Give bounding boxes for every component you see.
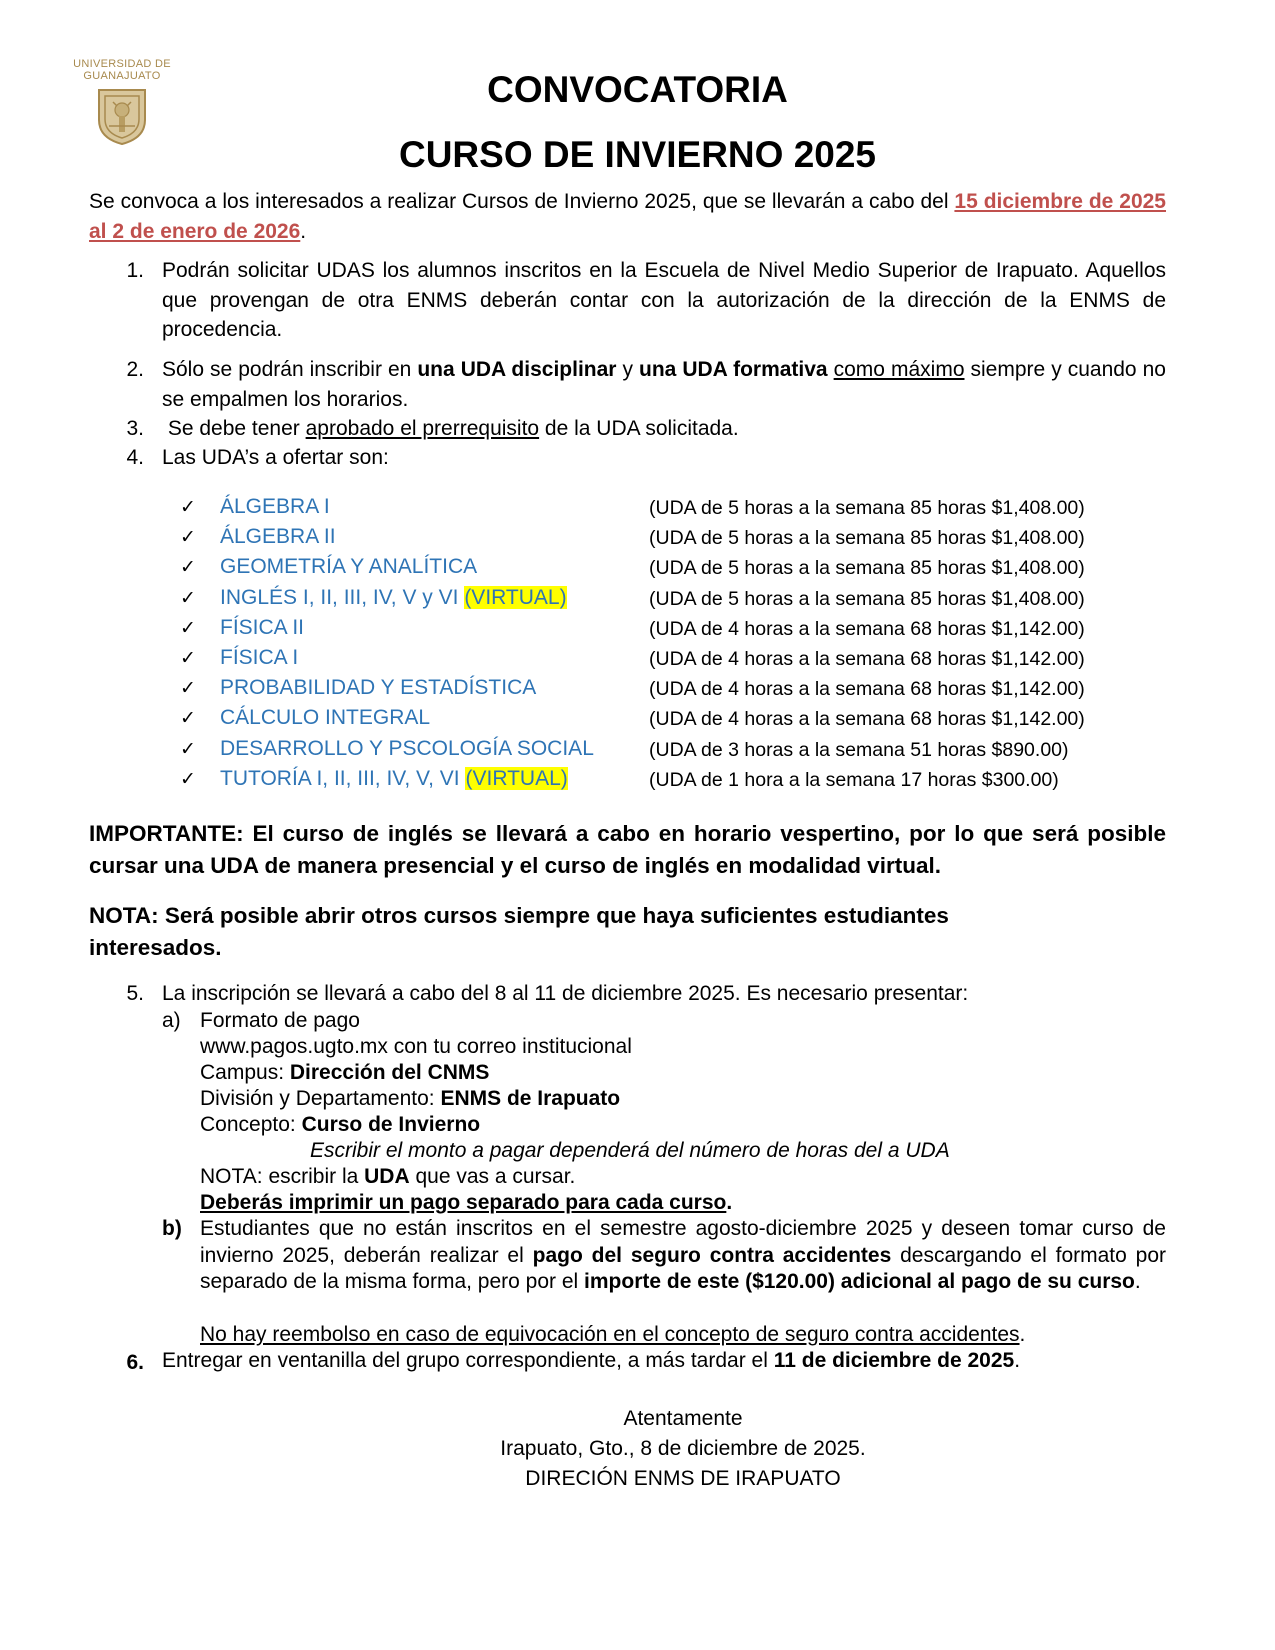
seguro-part: . — [1134, 1270, 1141, 1293]
uda-description: (UDA de 4 horas a la semana 68 horas $1,142.00) — [649, 647, 1085, 670]
uda-name — [220, 703, 430, 733]
uda-name — [220, 643, 298, 673]
uda-description: (UDA de 4 horas a la semana 68 horas $1,142.00) — [649, 708, 1085, 731]
nota-uda-bold: UDA — [364, 1165, 410, 1188]
uda-formativa: una UDA formativa — [639, 358, 828, 381]
university-name-line2: GUANAJUATO — [83, 70, 161, 82]
item-6-deadline: 11 de diciembre de 2025 — [773, 1349, 1015, 1372]
item-number-4: 4. — [126, 446, 144, 469]
imprimir-end: . — [726, 1191, 733, 1214]
list-item — [180, 703, 1140, 733]
seguro-part: Estudiantes que no están inscritos en el semestre agosto-diciembre 2025 y deseen tomar curso de invierno 2025, deberán realizar el — [200, 1217, 1166, 1267]
uda-description: (UDA de 4 horas a la semana 68 horas $1,142.00) — [649, 678, 1085, 701]
uda-name-text: INGLÉS I, II, III, IV, V y VI — [220, 585, 465, 609]
prerrequisito: aprobado el prerrequisito — [305, 417, 540, 440]
seguro-part: descargando el formato por separado de la misma forma, pero por el — [200, 1243, 1166, 1293]
check-icon: ✓ — [180, 526, 196, 549]
uda-description: (UDA de 4 horas a la semana 68 horas $1,142.00) — [649, 617, 1085, 640]
item-number-3: 3. — [126, 417, 144, 440]
virtual-tag: (VIRTUAL) — [464, 585, 567, 609]
check-icon: ✓ — [180, 767, 196, 790]
uda-description: (UDA de 3 horas a la semana 51 horas $890.00) — [649, 738, 1069, 761]
item-3-part: Se debe tener — [162, 417, 306, 440]
check-icon: ✓ — [180, 616, 196, 639]
uda-name — [220, 552, 477, 582]
item-3-part: de la UDA solicitada. — [539, 417, 739, 440]
list-item — [180, 673, 1140, 703]
como-maximo: como máximo — [833, 358, 965, 381]
uda-description: (UDA de 5 horas a la semana 85 horas $1,408.00) — [649, 497, 1085, 519]
item-6-part: Entregar en ventanilla del grupo correspondiente, a más tardar el — [162, 1349, 774, 1372]
campus-value: Dirección del CNMS — [289, 1061, 490, 1084]
closing-salutation: Atentamente — [623, 1407, 743, 1430]
uda-description: (UDA de 1 hora a la semana 17 horas $300.00) — [649, 768, 1059, 791]
uda-description: (UDA de 5 horas a la semana 85 horas $1,408.00) — [649, 587, 1085, 610]
item-3-text — [162, 414, 1166, 444]
intro-text: Se convoca a los interesados a realizar Cursos de Invierno 2025, que se llevarán a cabo del — [89, 190, 955, 213]
campus-line — [200, 1060, 489, 1087]
check-icon: ✓ — [180, 737, 196, 760]
check-icon: ✓ — [180, 707, 196, 730]
uda-name — [220, 734, 594, 764]
nota-uda-part: que vas a cursar. — [409, 1165, 576, 1188]
item-number-1: 1. — [126, 259, 144, 282]
closing-place-date: Irapuato, Gto., 8 de diciembre de 2025. — [500, 1437, 866, 1460]
concepto-label: Concepto: — [200, 1113, 302, 1136]
check-icon: ✓ — [180, 646, 196, 669]
check-icon: ✓ — [180, 496, 196, 518]
item-6-part: . — [1014, 1349, 1021, 1372]
list-item — [180, 613, 1140, 643]
uda-name — [220, 522, 336, 552]
virtual-tag: (VIRTUAL) — [465, 766, 568, 790]
uda-name-text: DESARROLLO Y PSCOLOGÍA SOCIAL — [220, 736, 594, 760]
check-icon: ✓ — [180, 677, 196, 700]
payment-format-title: Formato de pago — [200, 1009, 360, 1032]
list-item — [180, 492, 1140, 522]
campus-label: Campus: — [200, 1061, 290, 1084]
imprimir-text: Deberás imprimir un pago separado para cada curso — [200, 1191, 727, 1214]
uda-name-text: GEOMETRÍA Y ANALÍTICA — [220, 555, 478, 579]
imprimir-line — [200, 1190, 732, 1217]
reembolso-end: . — [1019, 1323, 1026, 1346]
nota-notice: NOTA: Será posible abrir otros cursos siempre que haya suficientes estudiantes interesados. — [89, 903, 949, 960]
reembolso-text: No hay reembolso en caso de equivocación en el concepto de seguro contra accidentes — [200, 1323, 1020, 1346]
page-title: CONVOCATORIA — [487, 69, 788, 110]
item-2-part: y — [616, 358, 639, 381]
item-number-2: 2. — [126, 358, 144, 381]
seguro-importe: importe de este ($120.00) adicional al pago de su curso — [584, 1270, 1135, 1293]
monto-note: Escribir el monto a pagar dependerá del número de horas del a UDA — [310, 1139, 950, 1162]
uda-name — [220, 492, 330, 522]
uda-description: (UDA de 5 horas a la semana 85 horas $1,408.00) — [649, 557, 1085, 580]
uda-name-text: FÍSICA II — [220, 615, 305, 639]
intro-end: . — [300, 219, 307, 243]
item-2-text — [162, 355, 1166, 414]
uda-name — [220, 583, 567, 613]
closing-signature: DIRECIÓN ENMS DE IRAPUATO — [525, 1467, 841, 1490]
nota-uda-part: NOTA: escribir la — [200, 1165, 365, 1188]
university-name-line1: UNIVERSIDAD DE — [73, 58, 171, 70]
item-4-text: Las UDA’s a ofertar son: — [162, 446, 389, 469]
list-item — [180, 643, 1140, 673]
sub-item-b-label: b) — [162, 1217, 182, 1240]
uda-name-text: FÍSICA I — [220, 645, 299, 669]
division-label: División y Departamento: — [200, 1087, 441, 1110]
sub-item-a-label: a) — [162, 1009, 181, 1032]
list-item — [180, 734, 1140, 764]
uda-name-text: CÁLCULO INTEGRAL — [220, 706, 431, 730]
list-item — [180, 552, 1140, 582]
item-number-5: 5. — [126, 982, 144, 1005]
uda-name — [220, 764, 568, 794]
check-icon: ✓ — [180, 556, 196, 579]
concepto-line — [200, 1112, 480, 1139]
reembolso-line — [200, 1322, 1025, 1349]
seguro-bold: pago del seguro contra accidentes — [532, 1243, 892, 1267]
item-number-6: 6. — [126, 1351, 144, 1374]
item-2-part: Sólo se podrán inscribir en — [162, 358, 418, 381]
important-notice: IMPORTANTE: El curso de inglés se llevará a cabo en horario vespertino, por lo que será posible cursar una UDA de manera presencial y el curso de inglés en modalidad virtual. — [89, 821, 1166, 878]
uda-name-text: ÁLGEBRA I — [220, 495, 330, 518]
uda-name — [220, 673, 536, 703]
list-item — [180, 764, 1140, 794]
item-5-text: La inscripción se llevará a cabo del 8 al 11 de diciembre 2025. Es necesario presentar: — [162, 982, 969, 1005]
list-item — [180, 522, 1140, 552]
uda-name-text: TUTORÍA I, II, III, IV, V, VI — [220, 766, 466, 790]
division-value: ENMS de Irapuato — [440, 1087, 621, 1110]
item-2-part: siempre y cuando no se empalmen los horarios. — [162, 358, 1166, 411]
uda-name-text: ÁLGEBRA II — [220, 525, 336, 549]
uda-disciplinar: una UDA disciplinar — [417, 358, 617, 381]
uda-list — [180, 492, 1140, 794]
uda-name-text: PROBABILIDAD Y ESTADÍSTICA — [220, 676, 537, 700]
intro-paragraph — [89, 187, 1166, 246]
item-1-text: Podrán solicitar UDAS los alumnos inscritos en la Escuela de Nivel Medio Superior de Irapuato. Aquellos que provengan de otra ENMS deberán contar con la autorización de la dirección de la ENMS de procedencia. — [162, 259, 1166, 341]
course-dates: 15 diciembre de 2025 al 2 de enero de 2026 — [89, 190, 1166, 243]
item-6-text — [162, 1348, 1166, 1375]
concepto-value: Curso de Invierno — [301, 1113, 481, 1136]
list-item — [180, 583, 1140, 613]
seguro-paragraph — [200, 1216, 1166, 1296]
nota-uda-line — [200, 1164, 575, 1191]
check-icon: ✓ — [180, 586, 196, 609]
division-line — [200, 1086, 620, 1113]
payment-url: www.pagos.ugto.mx con tu correo institucional — [200, 1035, 632, 1058]
uda-name — [220, 613, 304, 643]
uda-description: (UDA de 5 horas a la semana 85 horas $1,408.00) — [649, 527, 1085, 550]
page-subtitle: CURSO DE INVIERNO 2025 — [398, 134, 877, 175]
